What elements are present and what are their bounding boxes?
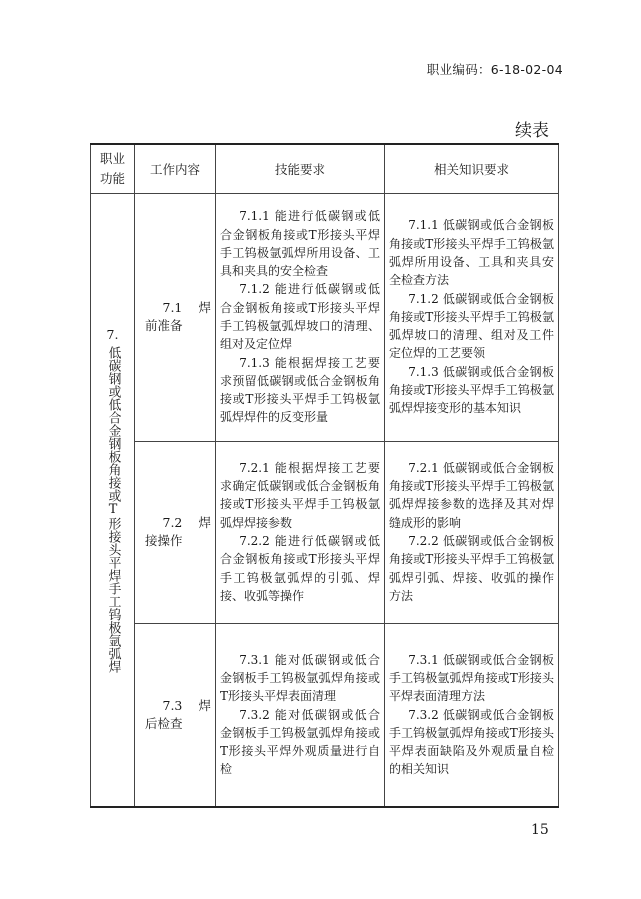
knowledge-item: 7.2.1 低碳钢或低合金钢板角接或T形接头平焊手工钨极氩弧焊焊接参数的选择及其对焊缝成形的影响 — [389, 460, 554, 530]
function-cell — [91, 193, 135, 807]
knowledge-cell — [385, 623, 559, 807]
skill-item: 7.1.2 能进行低碳钢或低合金钢板角接或T形接头平焊手工钨极氩弧焊坡口的清理、组对及定位焊 — [220, 282, 380, 352]
work-title: 7.3 焊后检查 — [145, 697, 211, 731]
skill-item: 7.3.2 能对低碳钢或低合金钢板手工钨极氩弧焊角接或T形接头平焊外观质量进行自检 — [220, 707, 380, 777]
knowledge-item: 7.1.1 低碳钢或低合金钢板角接或T形接头平焊手工钨极氩弧焊所用设备、工具和夹具安全检查方法 — [389, 218, 554, 288]
col-header-function: 职业功能 — [91, 144, 135, 193]
skills-cell — [216, 623, 385, 807]
work-title: 7.1 焊前准备 — [145, 300, 211, 333]
work-content-cell — [135, 193, 216, 441]
work-title: 7.2 焊接操作 — [145, 515, 211, 548]
skill-item: 7.1.1 能进行低碳钢或低合金钢板角接或T形接头平焊手工钨极氩弧焊所用设备、工具和夹具的安全检查 — [220, 209, 380, 279]
knowledge-item: 7.1.2 低碳钢或低合金钢板角接或T形接头平焊手工钨极氩弧焊坡口的清理、组对及工件定位焊的工艺要领 — [389, 291, 554, 361]
skill-item: 7.2.1 能根据焊接工艺要求确定低碳钢或低合金钢板角接或T形接头平焊手工钨极氩弧焊焊接参数 — [220, 460, 380, 530]
function-number: 7. — [106, 326, 119, 342]
skills-table — [90, 143, 559, 808]
skills-cell — [216, 441, 385, 623]
knowledge-cell — [385, 193, 559, 441]
col-header-skills: 技能要求 — [216, 144, 385, 193]
table-row — [91, 193, 559, 441]
continued-label: 续表 — [515, 121, 549, 141]
col-header-knowledge: 相关知识要求 — [385, 144, 559, 193]
col-header-work: 工作内容 — [135, 144, 216, 193]
page-number: 15 — [531, 822, 549, 838]
skills-cell — [216, 193, 385, 441]
knowledge-cell — [385, 441, 559, 623]
table-row — [91, 441, 559, 623]
function-name: 低碳钢或低合金钢板角接或T形接头平焊手工钨极氩弧焊 — [105, 345, 121, 673]
work-content-cell — [135, 623, 216, 807]
work-content-cell — [135, 441, 216, 623]
knowledge-item: 7.3.2 低碳钢或低合金钢板手工钨极氩弧焊角接或T形接头平焊表面缺陷及外观质量自检的相关知识 — [389, 707, 554, 777]
skill-item: 7.2.2 能进行低碳钢或低合金钢板角接或T形接头平焊手工钨极氩弧焊的引弧、焊接、收弧等操作 — [220, 534, 380, 603]
table-row — [91, 623, 559, 807]
table-header-row — [91, 144, 559, 193]
knowledge-item: 7.2.2 低碳钢或低合金钢板角接或T形接头平焊手工钨极氩弧焊引弧、焊接、收弧的操作方法 — [389, 534, 554, 603]
knowledge-item: 7.1.3 低碳钢或低合金钢板角接或T形接头平焊手工钨极氩弧焊焊接变形的基本知识 — [389, 364, 554, 416]
occupation-code: 职业编码：6-18-02-04 — [426, 62, 563, 77]
knowledge-item: 7.3.1 低碳钢或低合金钢板手工钨极氩弧焊角接或T形接头平焊表面清理方法 — [389, 652, 554, 704]
skill-item: 7.3.1 能对低碳钢或低合金钢板手工钨极氩弧焊角接或T形接头平焊表面清理 — [220, 652, 380, 704]
skill-item: 7.1.3 能根据焊接工艺要求预留低碳钢或低合金钢板角接或T形接头平焊手工钨极氩弧焊焊件的反变形量 — [220, 355, 380, 425]
